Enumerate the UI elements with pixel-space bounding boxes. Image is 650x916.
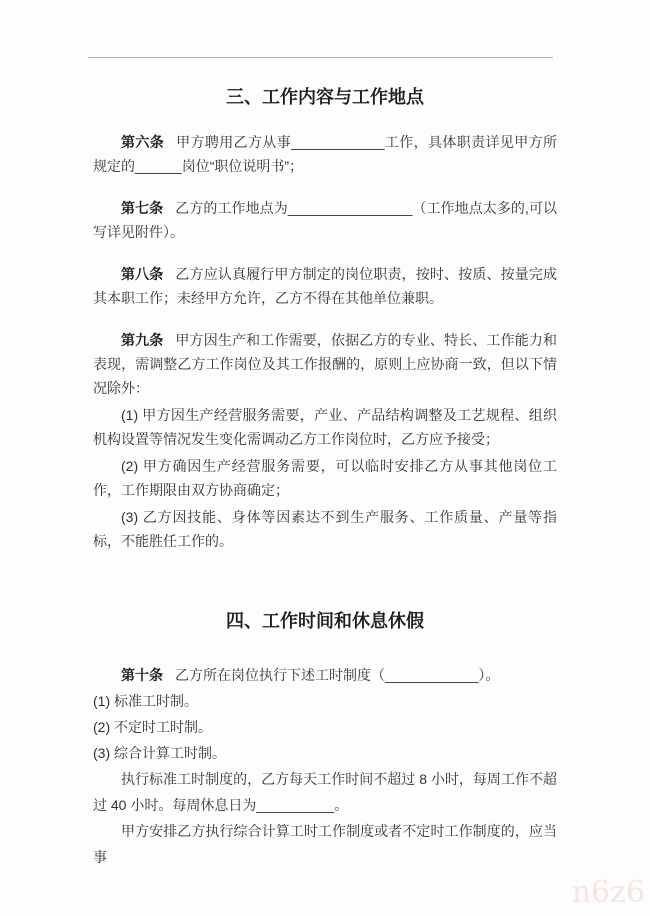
worktime-option-3: (3) 综合计算工时制。 [93, 745, 226, 761]
worktime-option-2: (2) 不定时工时制。 [93, 719, 212, 735]
clause-6 [93, 130, 557, 178]
clause-7-label: 第七条 [121, 200, 164, 216]
clause-9-item-3: (3) 乙方因技能、身体等因素达不到生产服务、工作质量、产量等指标，不能胜任工作的。 [93, 509, 557, 549]
section3-title: 三、工作内容与工作地点 [226, 87, 424, 107]
clause-8-label: 第八条 [121, 266, 164, 282]
clause-6-text: 甲方聘用乙方从事____________工作，具体职责详见甲方所规定的______岗位“职位说明书”； [93, 134, 557, 174]
clause-9-item-1: (1) 甲方因生产经营服务需要，产业、产品结构调整及工艺规程、组织机构设置等情况发生变化需调动乙方工作岗位时，乙方应予接受； [93, 407, 557, 447]
section4-title: 四、工作时间和休息休假 [226, 611, 424, 631]
worktime-option-1: (1) 标准工时制。 [93, 693, 198, 709]
watermark: n6z6 [571, 875, 645, 910]
clause-10 [93, 662, 557, 688]
flexible-hours-paragraph: 甲方安排乙方执行综合计算工时工作制度或者不定时工作制度的，应当事 [93, 823, 557, 865]
standard-hours-paragraph: 执行标准工时制度的，乙方每天工作时间不超过 8 小时，每周工作不超过 40 小时。每周休息日为__________。 [93, 771, 557, 813]
document-content [93, 58, 557, 870]
clause-6-label: 第六条 [121, 134, 165, 150]
clause-7-text: 乙方的工作地点为________________（工作地点太多的,可以写详见附件）。 [93, 200, 557, 240]
clause-8 [93, 262, 557, 310]
clause-9-label: 第九条 [121, 332, 164, 348]
clause-10-text: 乙方所在岗位执行下述工时制度（____________）。 [175, 667, 500, 683]
clause-9 [93, 328, 557, 400]
clause-8-text: 乙方应认真履行甲方制定的岗位职责，按时、按质、按量完成其本职工作；未经甲方允许，乙方不得在其他单位兼职。 [93, 266, 557, 306]
clause-7 [93, 196, 557, 244]
clause-10-label: 第十条 [121, 667, 163, 683]
clause-9-item-2: (2) 甲方确因生产经营服务需要，可以临时安排乙方从事其他岗位工作，工作期限由双方协商确定； [93, 458, 557, 498]
clause-9-text: 甲方因生产和工作需要，依据乙方的专业、特长、工作能力和表现，需调整乙方工作岗位及其工作报酬的，原则上应协商一致，但以下情况除外： [93, 332, 557, 396]
